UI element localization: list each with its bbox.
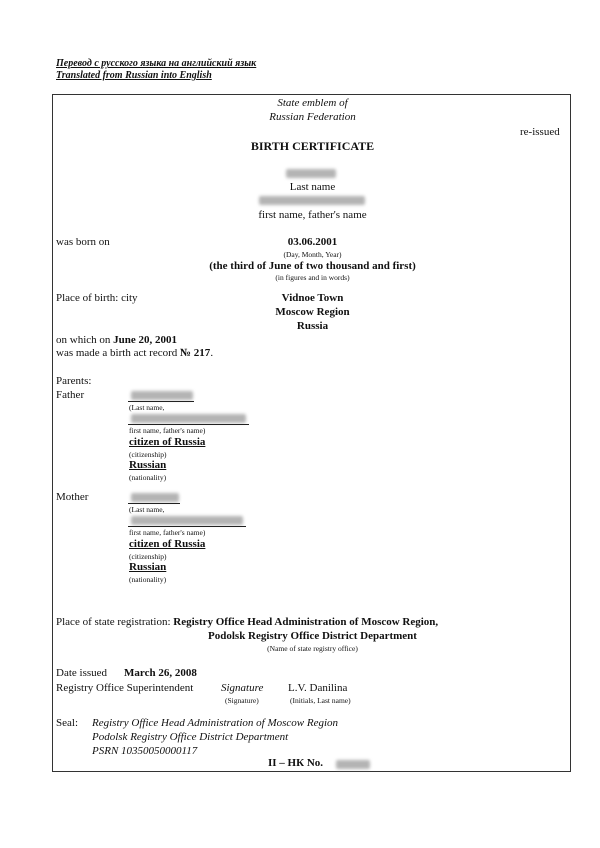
mother-first-name-line [128,526,246,527]
reissued-mark: re-issued [520,126,560,138]
seal-line-3: PSRN 10350050000117 [92,745,198,757]
birth-date: 03.06.2001 [287,236,338,248]
birth-region: Moscow Region [275,306,350,318]
child-last-name-redacted [286,169,336,178]
record-line-1 [56,334,177,346]
translation-header-ru: Перевод с русского языка на английский язык [56,58,257,69]
mother-last-name-line [128,503,180,504]
official-name-note: (Initials, Last name) [290,696,351,705]
seal-label: Seal: [56,717,78,729]
emblem-line-2: Russian Federation [269,111,356,123]
father-citizenship-note: (citizenship) [129,450,167,459]
record-line-2 [56,347,213,359]
father-first-name-note: first name, father's name) [129,426,206,435]
father-citizenship: citizen of Russia [129,436,206,448]
child-first-name-redacted [259,196,365,205]
date-issued-label: Date issued [56,667,108,679]
born-label: was born on [56,236,110,248]
mother-role: Mother [56,491,89,503]
mother-nationality: Russian [129,561,167,573]
date-format-note: (Day, Month, Year) [283,250,342,259]
registration-note: (Name of state registry office) [267,644,358,653]
certificate-number-redacted [336,760,370,769]
mother-citizenship-note: (citizenship) [129,552,167,561]
mother-last-name-note: (Last name, [129,505,165,514]
translation-header-en: Translated from Russian into English [56,70,212,81]
superintendent-label: Registry Office Superintendent [56,682,194,694]
seal-line-1: Registry Office Head Administration of Moscow Region [92,717,339,729]
father-first-name-redacted [131,414,246,423]
record-period: . [210,347,214,359]
father-last-name-note: (Last name, [129,403,165,412]
record-date: June 20, 2001 [113,334,178,346]
record-number: № 217 [180,347,211,359]
registration-office-1: Registry Office Head Administration of Moscow Region, [173,616,439,628]
signature: Signature [221,682,264,694]
registration-label: Place of state registration: [56,616,171,628]
signature-note: (Signature) [225,696,259,705]
emblem-line-1: State emblem of [277,97,348,109]
birth-town: Vidnoe Town [281,292,344,304]
mother-first-name-note: first name, father's name) [129,528,206,537]
certificate-serial: II – НК No. [268,757,324,769]
mother-first-name-redacted [131,516,243,525]
father-nationality: Russian [129,459,167,471]
registration-office-2: Podolsk Registry Office District Department [208,630,417,642]
mother-last-name-redacted [131,493,179,502]
record-on-which: on which on [56,334,111,346]
document-title: BIRTH CERTIFICATE [250,139,375,153]
father-role: Father [56,389,85,401]
words-note: (in figures and in words) [275,273,350,282]
father-last-name-line [128,401,194,402]
birth-country: Russia [296,320,329,332]
place-of-birth-label: Place of birth: city [56,292,138,304]
first-name-label: first name, father's name [258,209,367,221]
date-issued: March 26, 2008 [124,667,197,679]
official-name: L.V. Danilina [288,682,348,694]
father-last-name-redacted [131,391,193,400]
father-nationality-note: (nationality) [129,473,167,482]
parents-label: Parents: [56,375,92,387]
registration-line-1 [56,616,438,628]
birth-date-words: (the third of June of two thousand and first) [209,260,416,272]
father-first-name-line [128,424,249,425]
seal-line-2: Podolsk Registry Office District Department [92,731,289,743]
last-name-label: Last name [289,181,336,193]
mother-citizenship: citizen of Russia [129,538,206,550]
record-made: was made a birth act record [56,347,178,359]
mother-nationality-note: (nationality) [129,575,167,584]
